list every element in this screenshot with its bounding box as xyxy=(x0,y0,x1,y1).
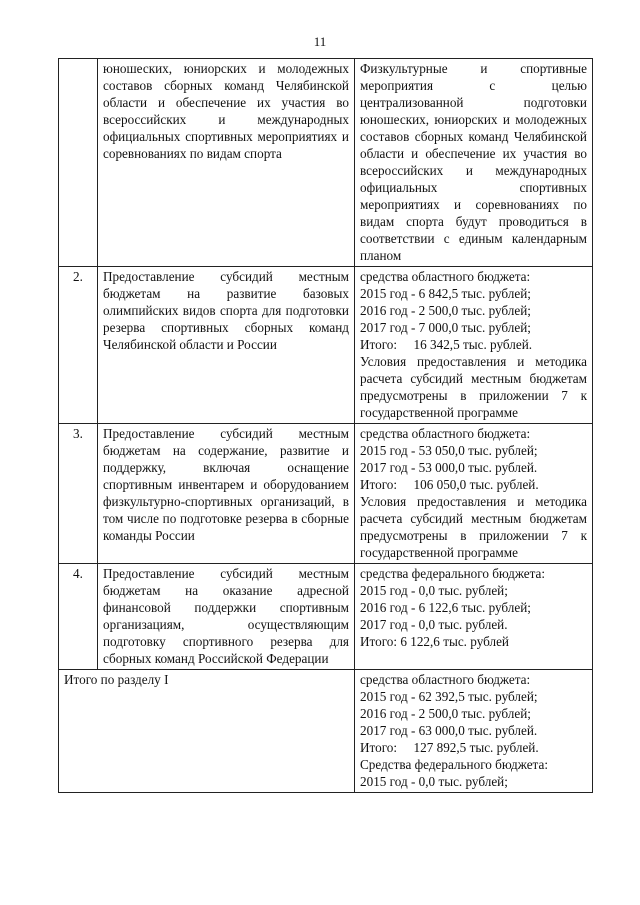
funding-line: 2017 год - 0,0 тыс. рублей. xyxy=(360,617,508,632)
funding-title: средства областного бюджета: xyxy=(360,269,531,284)
section-total-label: Итого по разделу I xyxy=(59,670,355,793)
table-row xyxy=(59,564,593,670)
funding-title: средства федерального бюджета: xyxy=(360,566,546,581)
funding-line: 2017 год - 63 000,0 тыс. рублей. xyxy=(360,723,538,738)
row-number xyxy=(59,59,98,267)
funding-total: Итого: 6 122,6 тыс. рублей xyxy=(360,634,509,649)
funding-line: 2015 год - 6 842,5 тыс. рублей; xyxy=(360,286,531,301)
funding-line: 2015 год - 62 392,5 тыс. рублей; xyxy=(360,689,538,704)
federal-funding-title: Средства федерального бюджета: xyxy=(360,757,548,772)
funding-total: Итого: 127 892,5 тыс. рублей. xyxy=(360,740,539,755)
funding-conditions: Условия предоставления и методика расчета субсидий местным бюджетам предусмотрены в приложении 7 к государственной программе xyxy=(360,354,587,420)
page-number: 11 xyxy=(313,34,327,49)
funding-line: 2015 год - 53 050,0 тыс. рублей; xyxy=(360,443,538,458)
table-row xyxy=(59,267,593,424)
table-row-total xyxy=(59,670,593,793)
funding-line: 2015 год - 0,0 тыс. рублей; xyxy=(360,583,508,598)
table-row xyxy=(59,59,593,267)
federal-funding-line: 2015 год - 0,0 тыс. рублей; xyxy=(360,774,508,789)
funding-total: Итого: 16 342,5 тыс. рублей. xyxy=(360,337,533,352)
row-funding xyxy=(355,267,593,424)
funding-line: 2017 год - 53 000,0 тыс. рублей. xyxy=(360,460,538,475)
row-description: юношеских, юниорских и молодежных составов сборных команд Челябинской области и обеспечение их участия во всероссийских и международных официальных спортивных мероприятиях и соревнованиях по видам спорта xyxy=(98,59,355,267)
funding-line: 2017 год - 7 000,0 тыс. рублей; xyxy=(360,320,531,335)
program-table xyxy=(58,58,593,793)
funding-title: средства областного бюджета: xyxy=(360,426,531,441)
row-number: 4. xyxy=(59,564,98,670)
row-number: 3. xyxy=(59,424,98,564)
table-row xyxy=(59,424,593,564)
funding-line: 2016 год - 6 122,6 тыс. рублей; xyxy=(360,600,531,615)
row-result: Физкультурные и спортивные мероприятия с целью централизованной подготовки юношеских, юниорских и молодежных составов сборных команд Челябинской области и обеспечение их участия во всероссийских и международных официальных спортивных мероприятиях и соревнованиях по видам спорта будут проводиться в соответствии с единым календарным планом xyxy=(355,59,593,267)
row-description: Предоставление субсидий местным бюджетам на оказание адресной финансовой поддержки спортивным организациям, осуществляющим подготовку спортивного резерва для сборных команд Российской Федерации xyxy=(98,564,355,670)
row-funding xyxy=(355,564,593,670)
row-description: Предоставление субсидий местным бюджетам на содержание, развитие и поддержку, включая оснащение спортивным инвентарем и оборудованием физкультурно-спортивных организаций, в том числе по подготовке резерва в сборные команды России xyxy=(98,424,355,564)
funding-conditions: Условия предоставления и методика расчета субсидий местным бюджетам предусмотрены в приложении 7 к государственной программе xyxy=(360,494,587,560)
funding-line: 2016 год - 2 500,0 тыс. рублей; xyxy=(360,706,531,721)
funding-line: 2016 год - 2 500,0 тыс. рублей; xyxy=(360,303,531,318)
row-description: Предоставление субсидий местным бюджетам на развитие базовых олимпийских видов спорта для подготовки резерва спортивных сборных команд Челябинской области и России xyxy=(98,267,355,424)
row-number: 2. xyxy=(59,267,98,424)
section-total-funding xyxy=(355,670,593,793)
funding-title: средства областного бюджета: xyxy=(360,672,531,687)
funding-total: Итого: 106 050,0 тыс. рублей. xyxy=(360,477,539,492)
row-funding xyxy=(355,424,593,564)
